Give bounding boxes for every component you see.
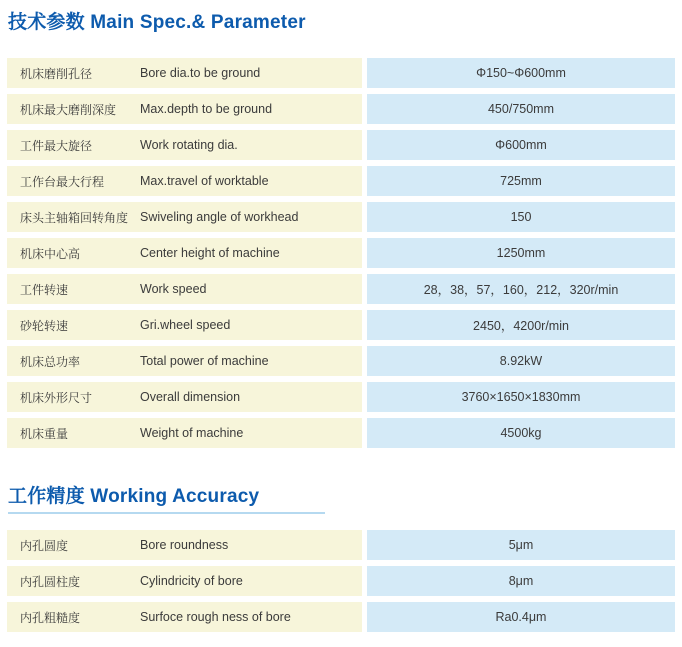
label-cell: [7, 418, 362, 448]
label-chinese: 机床中心高: [20, 246, 81, 261]
value-cell: 8.92kW: [367, 346, 675, 376]
label-chinese: 工件最大旋径: [20, 138, 93, 153]
label-chinese: 砂轮转速: [20, 318, 69, 333]
value-cell: 1250mm: [367, 238, 675, 268]
table-row: [7, 602, 675, 632]
table-row: [7, 418, 675, 448]
label-chinese: 内孔圆柱度: [20, 574, 81, 589]
table-row: [7, 58, 675, 88]
section-title-working-accuracy: [0, 484, 682, 514]
value-cell: 2450，4200r/min: [367, 310, 675, 340]
label-english: Bore dia.to be ground: [140, 66, 261, 80]
label-english: Cylindricity of bore: [140, 574, 243, 588]
table-row: [7, 238, 675, 268]
label-chinese: 工件转速: [20, 282, 69, 297]
label-english: Bore roundness: [140, 538, 229, 552]
label-chinese: 机床重量: [20, 426, 69, 441]
value-cell: Φ150~Φ600mm: [367, 58, 675, 88]
value-cell: Ra0.4μm: [367, 602, 675, 632]
main-spec-table: [7, 58, 675, 448]
label-cell: [7, 58, 362, 88]
label-english: Surfoce rough ness of bore: [140, 610, 291, 624]
value-cell: 725mm: [367, 166, 675, 196]
label-english: Max.travel of worktable: [140, 174, 269, 188]
label-cell: [7, 166, 362, 196]
table-row: [7, 274, 675, 304]
label-cell: [7, 310, 362, 340]
label-cell: [7, 94, 362, 124]
label-cell: [7, 274, 362, 304]
label-chinese: 机床磨削孔径: [20, 66, 93, 81]
table-row: [7, 202, 675, 232]
label-chinese: 工作台最大行程: [20, 174, 105, 189]
table-row: [7, 530, 675, 560]
label-chinese: 床头主轴箱回转角度: [20, 210, 129, 225]
label-chinese: 机床外形尺寸: [20, 390, 93, 405]
working-accuracy-table: [7, 530, 675, 632]
label-english: Work speed: [140, 282, 207, 296]
label-english: Swiveling angle of workhead: [140, 210, 299, 224]
table-row: [7, 310, 675, 340]
section-title-main-spec-text: 技术参数 Main Spec.& Parameter: [8, 12, 306, 33]
value-cell: Φ600mm: [367, 130, 675, 160]
value-cell: 4500kg: [367, 418, 675, 448]
value-cell: 28，38，57，160，212，320r/min: [367, 274, 675, 304]
section-title-main-spec: [0, 10, 682, 36]
label-chinese: 内孔粗糙度: [20, 610, 81, 625]
section-title-working-accuracy-text: 工作精度 Working Accuracy: [8, 484, 325, 514]
table-row: [7, 382, 675, 412]
label-cell: [7, 238, 362, 268]
label-chinese: 机床最大磨削深度: [20, 102, 117, 117]
table-row: [7, 94, 675, 124]
value-cell: 8μm: [367, 566, 675, 596]
value-cell: 150: [367, 202, 675, 232]
table-row: [7, 566, 675, 596]
label-english: Total power of machine: [140, 354, 269, 368]
label-chinese: 内孔圆度: [20, 538, 69, 553]
label-english: Center height of machine: [140, 246, 280, 260]
label-english: Overall dimension: [140, 390, 241, 404]
table-row: [7, 130, 675, 160]
label-cell: [7, 202, 362, 232]
label-chinese: 机床总功率: [20, 354, 81, 369]
table-row: [7, 346, 675, 376]
value-cell: 5μm: [367, 530, 675, 560]
value-cell: 450/750mm: [367, 94, 675, 124]
value-cell: 3760×1650×1830mm: [367, 382, 675, 412]
label-cell: [7, 602, 362, 632]
label-english: Weight of machine: [140, 426, 244, 440]
label-cell: [7, 346, 362, 376]
label-english: Work rotating dia.: [140, 138, 238, 152]
label-cell: [7, 530, 362, 560]
label-cell: [7, 566, 362, 596]
table-row: [7, 166, 675, 196]
label-english: Max.depth to be ground: [140, 102, 273, 116]
label-english: Gri.wheel speed: [140, 318, 231, 332]
label-cell: [7, 382, 362, 412]
label-cell: [7, 130, 362, 160]
